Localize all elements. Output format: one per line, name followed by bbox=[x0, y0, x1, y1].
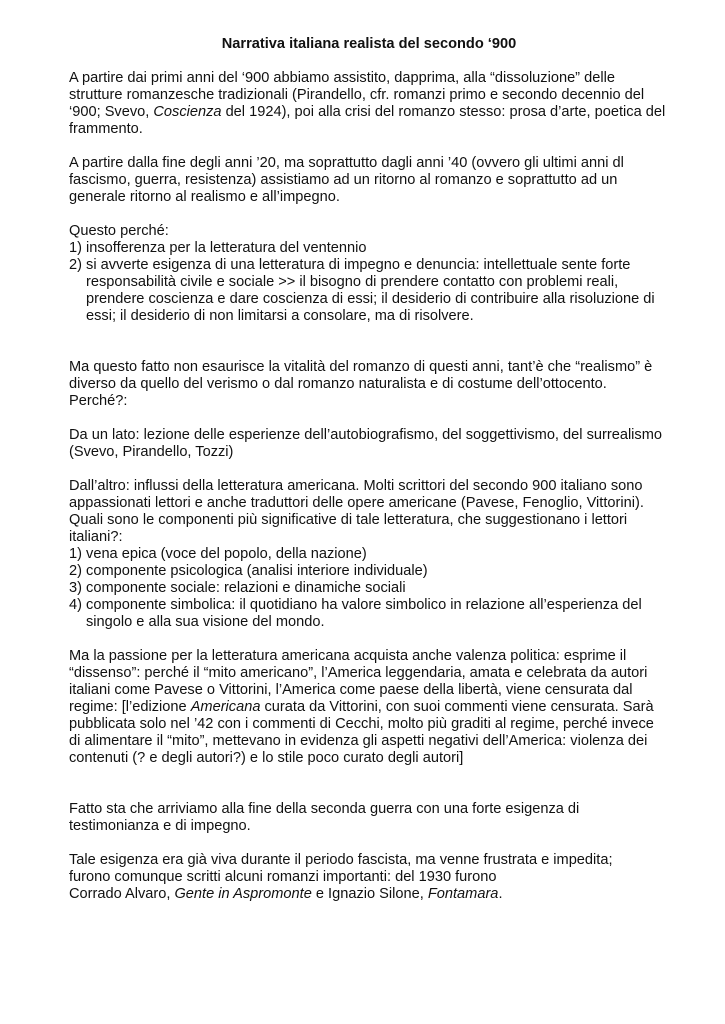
title-americana: Americana bbox=[190, 699, 261, 715]
document-title: Narrativa italiana realista del secondo ‘900 bbox=[221, 36, 517, 52]
list-item: 2) si avverte esigenza di una letteratura di impegno e denuncia: intellettuale sente forte responsabilità civile e sociale >> il bisogno di prendere contatto con problemi reali, prendere coscienza e dare coscienza di essi; il desiderio di contribuire alla risoluzione di essi; il desiderio di non limitarsi a consolare, ma di risolvere. bbox=[69, 257, 655, 324]
title-gente-in-aspromonte: Gente in Aspromonte bbox=[174, 886, 312, 902]
paragraph-valenza-politica: Ma la passione per la letteratura americana acquista anche valenza politica: esprime il “dissenso”: perché il “mito americano”, l’America leggendaria, amata e celebrata da autori italiani come Pavese o Vittorini, l’America come paese della libertà, viene censurata dal regime: [l’edizione Americana curata da Vittorini, con suoi commenti viene censurata. Sarà pubblicata solo nel ’42 con i commenti di Cecchi, molto più graditi al regime, perché invece di alimentare il “mito”, mettevano in evidenza gli aspetti negativi dell’America: violenza dei contenuti (? e degli autori?) e lo stile poco curato degli autori] bbox=[69, 648, 654, 766]
paragraph-dissoluzione: A partire dai primi anni del ‘900 abbiamo assistito, dapprima, alla “dissoluzione” delle strutture romanzesche tradizionali (Pirandello, cfr. romanzi primo e secondo decennio del ‘900; Svevo, Coscienza del 1924), poi alla crisi del romanzo stesso: prosa d’arte, poetica del frammento. bbox=[69, 70, 666, 137]
paragraph-dall-altro: Dall’altro: influssi della letteratura americana. Molti scrittori del secondo 900 italiano sono appassionati lettori e anche traduttori delle opere americane (Pavese, Fenoglio, Vittorini). Quali sono le componenti più significative di tale letteratura, che suggestionano i lettori italiani?: bbox=[69, 478, 644, 545]
paragraph-da-un-lato: Da un lato: lezione delle esperienze dell’autobiografismo, del soggettivismo, del surrealismo (Svevo, Pirandello, Tozzi) bbox=[69, 427, 662, 460]
paragraph-fine-guerra: Fatto sta che arriviamo alla fine della seconda guerra con una forte esigenza di testimonianza e di impegno. bbox=[69, 801, 580, 834]
components-list bbox=[69, 546, 669, 631]
title-fontamara: Fontamara bbox=[427, 886, 499, 902]
paragraph-questo-perche: Questo perché: bbox=[69, 223, 169, 239]
reasons-list bbox=[69, 240, 669, 325]
list-item: 4) componente simbolica: il quotidiano ha valore simbolico in relazione all’esperienza del singolo e alla sua visione del mondo. bbox=[69, 597, 642, 630]
list-item: 1) insofferenza per la letteratura del ventennio bbox=[69, 240, 367, 256]
paragraph-ritorno-realismo: A partire dalla fine degli anni ’20, ma soprattutto dagli anni ’40 (ovvero gli ultimi anni dl fascismo, guerra, resistenza) assistiamo ad un ritorno al romanzo e soprattutto ad un generale ritorno al realismo e all’impegno. bbox=[69, 155, 624, 205]
document-page bbox=[69, 36, 669, 920]
list-item: 1) vena epica (voce del popolo, della nazione) bbox=[69, 546, 367, 562]
list-item: 2) componente psicologica (analisi interiore individuale) bbox=[69, 563, 428, 579]
title-coscienza: Coscienza bbox=[153, 104, 222, 120]
paragraph-periodo-fascista: Tale esigenza era già viva durante il periodo fascista, ma venne frustrata e impedita; furono comunque scritti alcuni romanzi importanti: del 1930 furono Corrado Alvaro, Gente in Aspromonte e Ignazio Silone, Fontamara. bbox=[69, 852, 613, 902]
list-item: 3) componente sociale: relazioni e dinamiche sociali bbox=[69, 580, 406, 596]
paragraph-vitalita-romanzo: Ma questo fatto non esaurisce la vitalità del romanzo di questi anni, tant’è che “realismo” è diverso da quello del verismo o dal romanzo naturalista e di costume dell’ottocento. Perché?: bbox=[69, 359, 653, 409]
